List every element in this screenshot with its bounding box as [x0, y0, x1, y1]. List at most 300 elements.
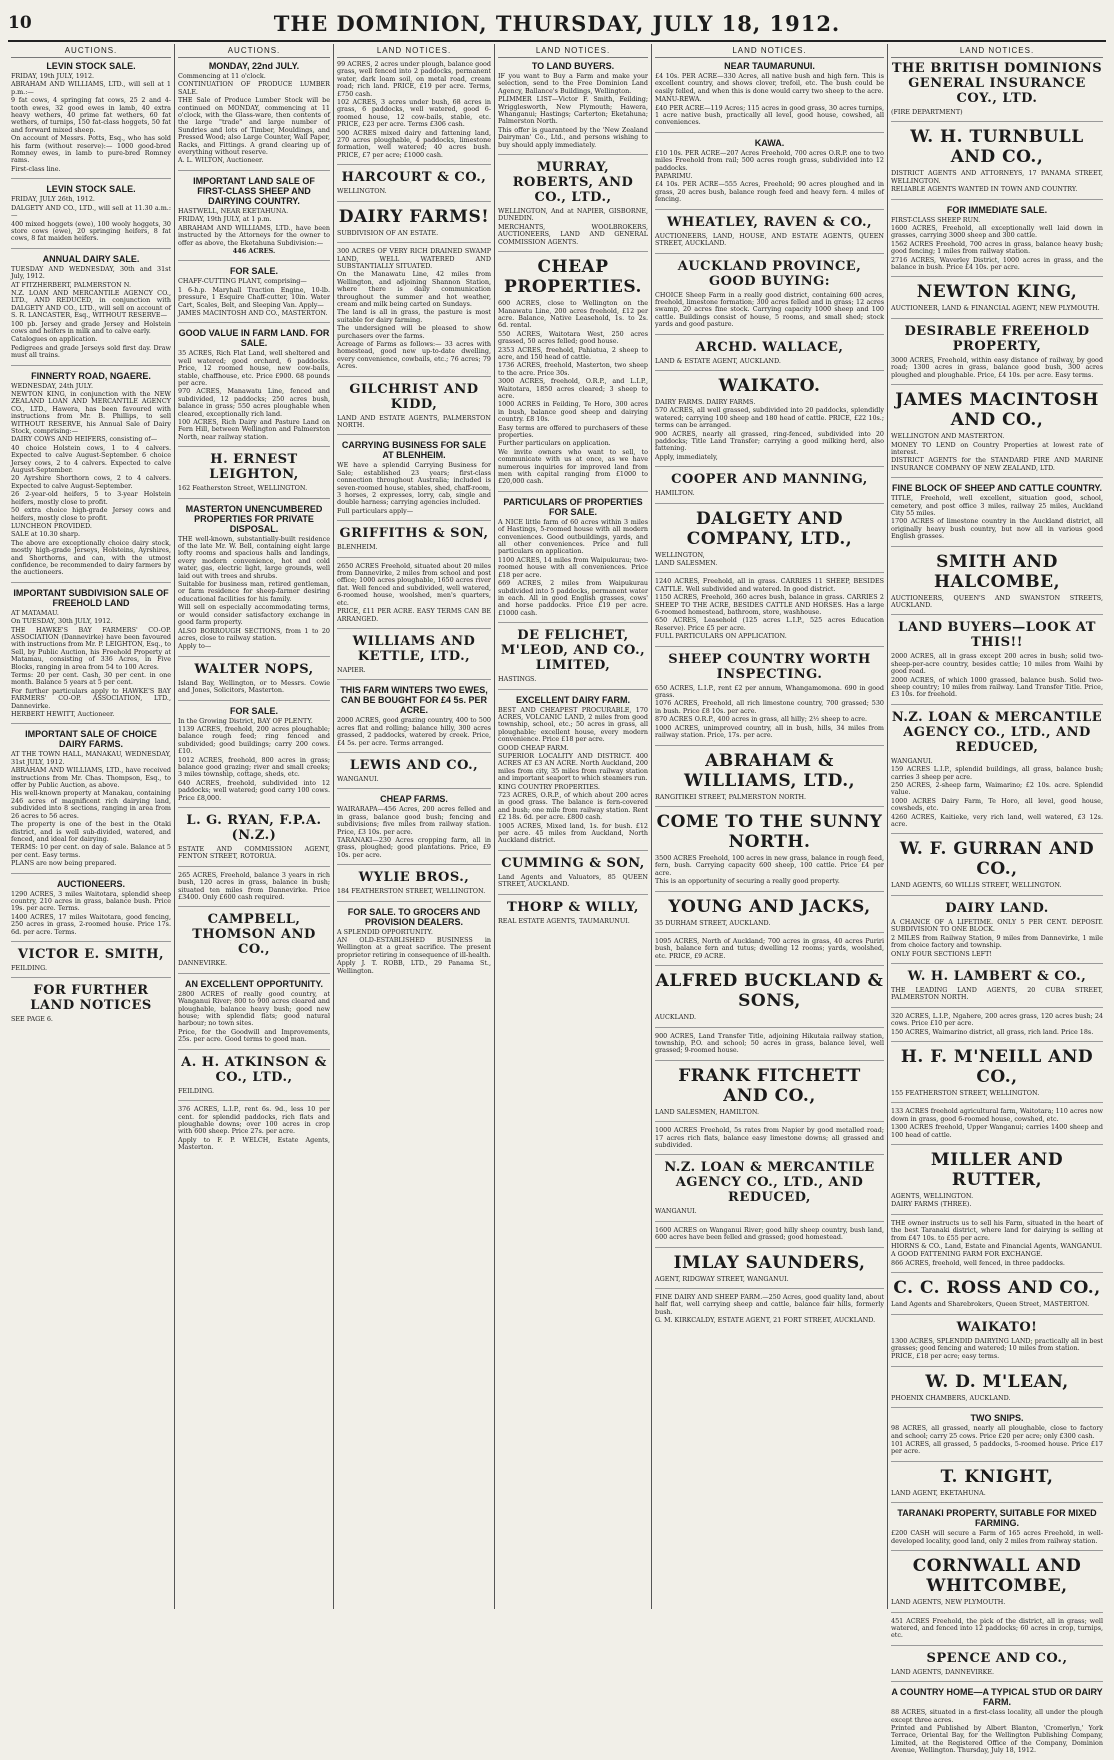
ad-text: AT THE TOWN HALL, MANAKAU, WEDNESDAY, 31st JULY, 1912.	[11, 750, 171, 766]
ad-text: Will sell on especially accommodating terms, or would consider satisfactory exchange in good farm property.	[178, 603, 330, 627]
ad-text: KING COUNTRY PROPERTIES.	[498, 782, 600, 791]
ad-heading: DALGETY AND COMPANY, LTD.,	[686, 508, 853, 549]
advertisement	[337, 440, 491, 521]
advertisement	[655, 1160, 884, 1221]
ad-heading: SMITH AND HALCOMBE,	[933, 551, 1061, 592]
ad-text: LAND AND ESTATE AGENTS, PALMERSTON NORTH.	[337, 413, 491, 429]
advertisement	[655, 1227, 884, 1248]
column-4	[495, 44, 652, 1609]
ad-text: Full particulars apply—	[337, 506, 414, 515]
ad-heading: AUCTIONEERS.	[56, 878, 125, 889]
advertisement	[891, 1508, 1103, 1551]
advertisement	[891, 901, 1103, 964]
ad-heading: W. D. M'LEAN,	[925, 1371, 1069, 1392]
ad-heading: COOPER AND MANNING,	[671, 472, 868, 488]
advertisement	[891, 1108, 1103, 1145]
ad-text: His well-known property at Manakau, containing 246 acres of magnificent rich dairying land, subdivided into 8 sections, ranging in area from 26 acres to 56 acres.	[11, 789, 171, 820]
ad-text: 1 6-h.p. Maryhall Traction Engine, 10-lb. pressure, 1 Esquire Chaff-cutter, 10in. Water Cart, Scales, Belt, and Sleeping Van. Apply—	[178, 285, 330, 309]
ad-heading: MONDAY, 22nd JULY.	[208, 61, 300, 71]
ad-text: 1736 ACRES, freehold, Masterton, two sheep to the acre. Price 30s.	[498, 361, 648, 377]
ad-text: 640 ACRES, freehold, subdivided into 12 paddocks; well watered; good carry 100 cows. Price £8,000.	[178, 778, 330, 802]
ad-text: Island Bay, Wellington, or to Messrs. Cowie and Jones, Solicitors, Masterton.	[178, 678, 330, 695]
ad-text: 2353 ACRES, freehold, Pahiatua, 2 sheep to acre, and 150 head of cattle.	[498, 345, 648, 361]
ad-text: 669 ACRES, 2 miles from Waipukurau subdivided into 5 paddocks, permanent water in each. All in good English grasses, cows' and horse paddocks. Price £19 per acre. £1000 cash.	[498, 579, 648, 617]
advertisement	[11, 983, 171, 1028]
ad-text: REAL ESTATE AGENTS, TAUMARUNUI.	[498, 916, 630, 925]
ad-heading: THE BRITISH DOMINIONS GENERAL INSURANCE COY., LTD.	[891, 61, 1103, 106]
ad-text: THE HAWKE'S BAY FARMERS' CO-OP. ASSOCIATION (Dannevirke) have been favoured with instructions from Mr. P. LEIGHTON, Esq., to Sell, by Public Auction, his Freehold Property at Matamau, consisting of 336 Acres, in Five Blocks, ranging in area from 54 to 100 Acres.	[11, 625, 171, 671]
ad-heading: H. ERNEST LEIGHTON,	[209, 452, 299, 483]
ad-text: 1300 ACRES, SPLENDID DAIRYING LAND; practically all in best grasses; good fencing and watered; 10 miles from station.	[891, 1336, 1103, 1353]
ad-text: Land Agents and Sharebrokers, Queen Street, MASTERTON.	[891, 1300, 1090, 1309]
advertisement	[891, 483, 1103, 546]
ad-text: PRICE, £18 per acre; easy terms.	[891, 1352, 1000, 1361]
ad-text: WAIRARAPA—456 Acres, 200 acres felled and in grass, balance good bush; fencing and subdivisions; five miles from railway station. Price, £3 10s. per acre.	[337, 805, 491, 836]
ad-heading: GOOD VALUE IN FARM LAND. FOR SALE.	[178, 328, 330, 349]
ad-heading: LEVIN STOCK SALE.	[46, 61, 136, 71]
advertisement	[337, 170, 491, 201]
advertisement	[337, 207, 491, 243]
advertisement	[655, 215, 884, 254]
column-5	[652, 44, 888, 1609]
advertisement	[498, 695, 648, 851]
columns	[8, 44, 1106, 1755]
ad-text: WELLINGTON AND MASTERTON.	[891, 432, 1005, 441]
ad-heading: A. H. ATKINSON & CO., LTD.,	[181, 1054, 327, 1085]
ad-heading: H. F. M'NEILL AND CO.,	[900, 1046, 1094, 1087]
ad-heading: WHEATLEY, RAVEN & CO.,	[666, 214, 873, 230]
ad-heading: WAIKATO!	[956, 1319, 1038, 1335]
advertisement	[891, 1278, 1103, 1314]
ad-text: FRIDAY, 19th JULY, at 1 p.m.	[178, 215, 272, 224]
ad-text: Easy terms are offered to purchasers of these properties.	[498, 423, 648, 439]
ad-heading: LAND BUYERS—LOOK AT THIS!!	[898, 620, 1096, 651]
ad-text: 1240 ACRES, Freehold, all in grass. CARRIES 11 SHEEP, BESIDES CATTLE. Well subdivided and watered. In good district.	[655, 577, 884, 593]
ad-text: This offer is guaranteed by the 'New Zealand Dairyman' Co., Ltd., and persons wishing to buy should apply immediately.	[498, 125, 648, 149]
ad-text: ALSO BORROUGH SECTIONS, from 1 to 20 acres, close to railway station.	[178, 626, 330, 642]
ad-heading: DAIRY LAND.	[945, 900, 1049, 916]
ad-text: 970 ACRES, Manawatu Line, fenced and subdivided, 12 paddocks; 250 acres bush, balance in grass; 550 acres ploughable when cleared, exceptionally rich land.	[178, 387, 330, 418]
advertisement	[891, 710, 1103, 835]
ad-heading: CHEAP PROPERTIES.	[504, 257, 642, 298]
ad-heading: MASTERTON UNENCUMBERED PROPERTIES FOR PRIVATE DISPOSAL.	[185, 503, 323, 534]
ad-text: 2000 ACRES, all in grass except 200 acres in bush; solid two-sheep-per-acre country, besides cattle; 10 miles from Waihi by good road.	[891, 652, 1103, 676]
ad-text: NEWTON KING, in conjunction with the NEW ZEALAND LOAN AND MERCANTILE AGENCY CO., LTD., Hawera, has been favoured with instructions from Mr. B. Phillips, to sell WITHOUT RESERVE, his Annual Sale of Dairy Stock, comprising:—	[11, 390, 171, 436]
column-header: LAND NOTICES.	[655, 44, 884, 58]
ad-text: NAPIER.	[337, 665, 366, 674]
advertisement	[891, 1320, 1103, 1367]
column-1	[8, 44, 175, 1609]
ad-text: 50 extra choice high-grade Jersey cows and heifers, mostly close to profit.	[11, 506, 171, 522]
ad-text: WELLINGTON,	[655, 550, 705, 559]
ad-text: AUCTIONEERS, QUEEN'S AND SWANSTON STREETS, AUCKLAND.	[891, 593, 1103, 609]
ad-text: 900 ACRES, nearly all grassed, ring-fenced, subdivided into 20 paddocks; Title Land Transfer; carrying a good milking herd, also fattening.	[655, 429, 884, 453]
ad-text: DAIRY FARMS (THREE).	[891, 1200, 972, 1209]
ad-text: £40 PER ACRE—119 Acres; 115 acres in good grass, 30 acres turnips, 1 acre native bush, practically all level, good house, cowshed, all conveniences.	[655, 103, 884, 127]
ad-text: 600 ACRES, close to Wellington on the Manawatu Line, 200 acres freehold, £12 per acre. Balance, Native Leasehold, 1s. to 2s. 6d. rental.	[498, 299, 648, 330]
ad-heading: CHEAP FARMS.	[380, 794, 448, 805]
ad-heading: TWO SNIPS.	[970, 1413, 1024, 1424]
advertisement	[498, 160, 648, 252]
ad-text: LAND AGENTS, DANNEVIRKE.	[891, 1667, 995, 1676]
advertisement	[498, 257, 648, 492]
ad-text: AGENTS, WELLINGTON.	[891, 1191, 974, 1200]
ad-text: PRICE, £11 PER ACRE. EASY TERMS CAN BE ARRANGED.	[337, 607, 491, 623]
ad-text: In the Growing District, BAY OF PLENTY.	[178, 716, 313, 725]
column-header: AUCTIONS.	[11, 44, 171, 58]
ad-text: CHOICE Sheep Farm in a really good district, containing 600 acres, freehold, limestone formation; 300 acres felled and in grass; 12 acres swamp, 20 acres fine stock. Carrying capacity 1000 sheep and 100 cattle. Buildings consist of house, 5 rooms, and small shed; stock yards and good pasture.	[655, 290, 884, 329]
ad-heading: MURRAY, ROBERTS, AND CO., LTD.,	[512, 160, 634, 206]
ad-text: 100 ACRES, Rich Dairy and Pasture Land on Fern Hill, between Wellington and Palmerston North, near railway station.	[178, 418, 330, 441]
advertisement	[655, 1253, 884, 1289]
ad-text: 3500 ACRES Freehold, 100 acres in new grass, balance in rough feed, fern, bush. Carrying capacity 600 sheep, 100 cattle. Price £4 per acre.	[655, 853, 884, 877]
ad-text: 650 ACRES, Leasehold (125 acres L.I.P., 525 acres Education Reserve). Price £5 per acre.	[655, 616, 884, 632]
ad-text: 35 DURHAM STREET, AUCKLAND.	[655, 918, 771, 927]
ad-text: Price, for the Goodwill and Improvements, 25s. per acre. Good terms to good man.	[178, 1027, 330, 1044]
column-2	[175, 44, 334, 1609]
advertisement	[891, 1651, 1103, 1682]
ad-heading: N.Z. LOAN & MERCANTILE AGENCY CO., LTD., AND REDUCED,	[664, 1160, 875, 1206]
ad-text: AUCKLAND.	[655, 1013, 697, 1022]
ad-text: 162 Featherston Street, WELLINGTON.	[178, 484, 308, 493]
ad-heading: CAMPBELL, THOMSON AND CO.,	[192, 912, 316, 958]
ad-text: HERBERT HEWITT, Auctioneer.	[11, 710, 115, 719]
ad-text: Commencing at 11 o'clock.	[178, 72, 266, 80]
advertisement	[178, 328, 330, 447]
ad-text: 26 2-year-old heifers, 5 to 3-year Holstein heifers, mostly close to profit.	[11, 490, 171, 506]
ad-text: WELLINGTON.	[337, 187, 387, 196]
column-header: LAND NOTICES.	[337, 44, 491, 58]
ad-heading: FOR SALE.	[229, 266, 278, 277]
ad-text: (FIRE DEPARTMENT)	[891, 108, 963, 116]
ad-text: 1139 ACRES, freehold, 200 acres ploughable; balance rough feed; ring fenced and subdivided; good buildings; carry 200 cows. £10.	[178, 724, 330, 756]
ad-text: 2000 ACRES, good grazing country, 400 to 500 acres flat and rolling; balance hilly, 300 acres grassed, 2 paddocks, watered by creek. Price, £4 5s. per acre. Terms arranged.	[337, 716, 491, 747]
ad-text: WANGANUI.	[655, 1207, 697, 1216]
ad-text: GOOD CHEAP FARM.	[498, 743, 569, 752]
ad-text: RANGITIKEI STREET, PALMERSTON NORTH.	[655, 792, 807, 801]
ad-text: PHOENIX CHAMBERS, AUCKLAND.	[891, 1393, 1011, 1402]
advertisement	[891, 620, 1103, 704]
advertisement	[655, 340, 884, 371]
ad-text: ABRAHAM AND WILLIAMS, LTD., have received instructions from Mr. Chas. Thompson, Esq., to offer by Public Auction, as above.	[11, 766, 171, 790]
ad-text: AGENT, RIDGWAY STREET, WANGANUI.	[655, 1274, 789, 1283]
advertisement	[11, 371, 171, 583]
ad-text: IF you want to Buy a Farm and make your selection, send to the Free Dominion Land Agency, Ballance's Buildings, Wellington.	[498, 72, 648, 95]
ad-heading: N.Z. LOAN & MERCANTILE AGENCY CO., LTD., AND REDUCED,	[891, 709, 1103, 755]
advertisement	[655, 509, 884, 574]
ad-text: 1300 ACRES freehold, Upper Wanganui; carries 1400 sheep and 100 head of cattle.	[891, 1123, 1103, 1139]
ad-heading: JAMES MACINTOSH AND CO.,	[895, 390, 1099, 431]
advertisement	[498, 900, 648, 930]
advertisement	[891, 1413, 1103, 1462]
ad-text: FULL PARTICULARS ON APPLICATION.	[655, 632, 787, 641]
ad-text: TUESDAY AND WEDNESDAY, 30th and 31st July, 1912.	[11, 264, 171, 281]
ad-text: AUCTIONEER, LAND & FINANCIAL AGENT, NEW PLYMOUTH.	[891, 304, 1100, 313]
advertisement	[178, 504, 330, 657]
ad-text: 570 ACRES, all well grassed, subdivided into 20 paddocks, splendidly watered; carrying 100 sheep and 180 head of cattle. PRICE, £22 10s.; terms can be arranged.	[655, 406, 884, 430]
ad-text: FINE DAIRY AND SHEEP FARM.—250 Acres, good quality land, about half flat, well carrying sheep and cattle, balance fair hills, formerly bush.	[655, 1293, 885, 1316]
ad-heading: VICTOR E. SMITH,	[17, 946, 165, 962]
advertisement	[655, 751, 884, 807]
ad-heading: WILLIAMS AND KETTLE, LTD.,	[352, 633, 476, 664]
ad-heading: FRANK FITCHETT AND CO.,	[678, 1065, 861, 1106]
advertisement	[891, 1220, 1103, 1273]
advertisement	[891, 1013, 1103, 1042]
advertisement	[11, 947, 171, 978]
advertisement	[498, 61, 648, 155]
ad-text: AN OLD-ESTABLISHED BUSINESS in Wellington at a great sacrifice. The present proprietor retiring in consequence of ill-health.	[337, 936, 491, 959]
ad-text: £4 10s. PER ACRE—330 Acres, all native bush and high fern. This is excellent country, and shows clover, trefoil, etc. The bush could be easily felled, and when this is done would carry two sheep to the acre.	[655, 72, 884, 95]
ad-heading: W. H. TURNBULL AND CO.,	[910, 127, 1084, 168]
ad-text: 1400 ACRES, 17 miles Waitotara, good fencing, 250 acres in grass, 2-roomed house. Price 17s. 6d. per acre. Terms.	[11, 912, 171, 936]
ad-text: On the Manawatu Line, 42 miles from Wellington, and adjoining Shannon Station, where there is daily communication throughout the summer and hot weather, cream and milk being carted on Sundays.	[337, 270, 491, 308]
ad-text: 723 ACRES, O.R.P., of which about 200 acres in good grass. The balance is fern-covered and bush; one mile from railway station. Rent £2 18s. 6d. per acre. £800 cash.	[498, 791, 648, 822]
advertisement	[891, 390, 1103, 478]
advertisement	[498, 497, 648, 623]
ad-text: 2000 ACRES, of which 1000 grassed, balance bush. Solid two-sheep country; 10 miles from railway. Land Transfer Title. Price, £3 10s. for freehold.	[891, 675, 1103, 699]
ad-text: On TUESDAY, 30th JULY, 1912.	[11, 617, 113, 626]
advertisement	[891, 552, 1103, 616]
ad-heading: CORNWALL AND WHITCOMBE,	[912, 1556, 1082, 1597]
advertisement	[11, 61, 171, 179]
advertisement	[891, 1467, 1103, 1503]
ad-heading: IMPORTANT SUBDIVISION SALE OF FREEHOLD LAND	[13, 587, 169, 608]
advertisement	[178, 1055, 330, 1101]
ad-text: 1700 ACRES of limestone country in the Auckland district, all originally heavy bush country, but now all in various good English grasses.	[891, 517, 1103, 541]
column-header: LAND NOTICES.	[891, 44, 1103, 58]
ad-text: Further particulars on application.	[498, 439, 611, 448]
ad-text: Acreage of Farms as follows:— 33 acres with homestead, good new up-to-date dwelling, every convenience, cowbails, etc.; 76 acres; 79 Acres.	[337, 339, 491, 371]
ad-text: 102 ACRES, 3 acres under bush, 68 acres in grass, 6 paddocks, well watered, good 6-roomed house, 12 cow-bails, stable, etc. PRICE, £23 per acre. Terms £306 cash.	[337, 98, 491, 129]
ad-heading: THIS FARM WINTERS TWO EWES, CAN BE BOUGHT FOR £4 5s. PER ACRE.	[340, 685, 488, 716]
ad-heading: CARRYING BUSINESS FOR SALE AT BLENHEIM.	[341, 440, 487, 461]
ad-text: 155 FEATHERSTON STREET, WELLINGTON.	[891, 1088, 1040, 1097]
ad-text: 2800 ACRES of really good country, at Wanganui River; 800 to 900 acres cleared and ploughable, balance heavy bush; good new house; with splendid flats; good natural harbour; no town sites.	[178, 989, 330, 1028]
ad-text: LAND SALESMEN.	[655, 559, 718, 567]
advertisement	[655, 138, 884, 210]
ad-text: Land Agents and Valuators, 85 QUEEN STREET, AUCKLAND.	[498, 872, 648, 889]
ad-heading: SHEEP COUNTRY WORTH INSPECTING.	[668, 651, 871, 682]
ad-text: 159 ACRES L.I.P., splendid buildings, all grass, balance bush; carries 3 sheep per acre.	[891, 765, 1103, 781]
ad-heading: WYLIE BROS.,	[358, 870, 470, 886]
ad-text: The above are exceptionally choice dairy stock, mostly high-grade Jerseys, Holsteins, Ayrshires, and Shorthorns, and can, with the utmost confidence, be recommended to dairy farmers by the auctioneers.	[11, 538, 171, 577]
advertisement	[178, 61, 330, 171]
ad-heading: AN EXCELLENT OPPORTUNITY.	[184, 978, 323, 989]
ad-heading: T. KNIGHT,	[940, 1466, 1054, 1487]
ad-text: 40 choice Holstein cows, 1 to 4 calvers. Expected to calve August-September. 6 choice Jersey cows, 2 to 4 calvers. Expected to calve August-September.	[11, 443, 171, 475]
ad-text: MANU-REWA.	[655, 95, 702, 104]
advertisement	[655, 938, 884, 966]
ad-heading: NEWTON KING,	[916, 282, 1078, 303]
ad-text: The land is all in grass, the pasture is most suitable for dairy farming.	[337, 308, 491, 324]
advertisement	[655, 472, 884, 503]
ad-text: 3000 ACRES, Freehold, within easy distance of railway, by good road; 1300 acres in grass, balance good bush, 300 acres ploughed and ploughable. Price, £4 10s. per acre. Easy terms.	[891, 355, 1103, 379]
ad-text: The undersigned will be pleased to show purchasers over the farms.	[337, 324, 491, 340]
advertisement	[11, 879, 171, 942]
advertisement	[178, 706, 330, 808]
ad-text: Pedigrees and grade Jerseys sold first day. Draw must all trains.	[11, 343, 171, 360]
ad-text: 320 ACRES, L.I.P., Ngahere, 200 acres grass, 120 acres bush; 24 cows. Price £10 per acre.	[891, 1011, 1103, 1028]
ad-text: 650 ACRES, L.I.P., rent £2 per annum, Whangamomona. 690 in good grass.	[655, 683, 884, 700]
ad-text: DAIRY COWS AND HEIFERS, consisting of—	[11, 435, 158, 444]
ad-text: 133 ACRES freehold agricultural farm, Waitotara; 110 acres now down in grass, good 6-roomed house, cowshed, etc.	[891, 1107, 1103, 1123]
ad-text: 1012 ACRES, freehold, 800 acres in grass; balance good grazing; river and small creeks; 3 miles township, cottage, sheds, etc.	[178, 755, 330, 779]
ad-text: SALE at 10.30 sharp.	[11, 530, 81, 539]
masthead	[8, 6, 1106, 42]
advertisement	[178, 266, 330, 323]
advertisement	[891, 324, 1103, 385]
advertisement	[891, 61, 1103, 122]
ad-text: 866 ACRES, freehold, well fenced, in three paddocks.	[891, 1258, 1065, 1267]
advertisement	[337, 907, 491, 980]
ad-text: A. L. WILTON, Auctioneer.	[178, 156, 264, 165]
ad-heading: FINE BLOCK OF SHEEP AND CATTLE COUNTRY.	[891, 483, 1102, 494]
ad-text: 35 ACRES, Rich Flat Land, well sheltered and well watered; good orchard, 6 paddocks. Price, 12 roomed house, new cow-bails, stable, chaffhouse, etc. Price £900. 68 pounds per acre.	[178, 349, 330, 387]
ad-text: LAND & ESTATE AGENT, AUCKLAND.	[655, 356, 781, 365]
advertisement	[655, 971, 884, 1027]
advertisement	[891, 839, 1103, 895]
column-header: LAND NOTICES.	[498, 44, 648, 58]
ad-heading: SPENCE AND CO.,	[926, 1650, 1068, 1666]
ad-text: A NICE little farm of 60 acres within 3 miles of Hastings, 5-roomed house with all modern conveniences. Good outbuildings, yards, and all other conveniences. Price and full particulars on application.	[498, 517, 648, 556]
advertisement	[498, 628, 648, 689]
advertisement	[891, 1618, 1103, 1646]
ad-heading: TARANAKI PROPERTY, SUITABLE FOR MIXED FARMING.	[897, 1508, 1097, 1529]
advertisement	[891, 1047, 1103, 1103]
ad-heading: WAIKATO.	[718, 375, 821, 396]
ad-heading: ARCHD. WALLACE,	[695, 339, 844, 355]
ad-text: A CHANCE OF A LIFETIME. ONLY 5 PER CENT. DEPOSIT. SUBDIVISION TO ONE BLOCK.	[891, 917, 1103, 934]
ad-text: A GOOD FATTENING FARM FOR EXCHANGE.	[891, 1250, 1043, 1259]
ad-heading: GRIFFITHS & SON,	[339, 526, 489, 542]
advertisement	[655, 1066, 884, 1122]
advertisement	[337, 526, 491, 557]
advertisement	[337, 870, 491, 901]
advertisement	[337, 758, 491, 789]
ad-text: 2650 ACRES Freehold, situated about 20 miles from Dannevirke, 2 miles from school and post office; 1000 acres ploughable, 1650 acres river flat. Well fenced and subdivided, well watered, 6-roomed house, woolshed, men's quarters, etc.	[337, 561, 491, 607]
ad-text: 500 ACRES mixed dairy and fattening land, 270 acres ploughable, 4 paddocks, limestone formation, well watered; 40 acres bush. PRICE, £7 per acre; £1000 cash.	[337, 128, 491, 159]
ad-text: AT MATAMAU.	[11, 608, 59, 617]
ad-text: LAND AGENTS, 60 WILLIS STREET, WELLINGTON.	[891, 881, 1062, 890]
ad-text: DALGETY AND CO., LTD., will sell at 11.30 a.m.:—	[11, 203, 171, 220]
advertisement	[178, 1106, 330, 1156]
advertisement	[178, 813, 330, 867]
ad-text: ABRAHAM AND WILLIAMS, LTD., will sell at 1 p.m.:—	[11, 80, 171, 96]
advertisement	[178, 176, 330, 261]
ad-text: ESTATE AND COMMISSION AGENT, FENTON STREET, ROTORUA.	[178, 845, 330, 861]
ad-heading: W. H. LAMBERT & CO.,	[907, 968, 1087, 984]
ad-text: DISTRICT AGENTS AND ATTORNEYS, 17 PANAMA STREET, WELLINGTON.	[891, 169, 1103, 185]
advertisement	[655, 812, 884, 892]
ad-text: 1600 ACRES, Freehold, all exceptionally well laid down in grasses, carrying 3000 sheep and 300 cattle.	[891, 224, 1103, 240]
ad-text: 99 ACRES, 2 acres under plough, balance good grass, well fenced into 2 paddocks, permanent water, dark loam soil, on metal road, cream road; rich land. PRICE, £19 per acre. Terms, £750 cash.	[337, 60, 491, 98]
ad-text: A SPLENDID OPPORTUNITY.	[337, 927, 433, 936]
ad-text: BLENHEIM.	[337, 543, 378, 552]
ad-heading: IMPORTANT LAND SALE OF FIRST-CLASS SHEEP AND DAIRYING COUNTRY.	[193, 175, 315, 206]
ad-text: First-class line.	[11, 164, 61, 173]
advertisement	[891, 127, 1103, 199]
advertisement	[891, 282, 1103, 318]
advertisement	[655, 1033, 884, 1061]
advertisement	[337, 248, 491, 377]
ad-text: FIRST-CLASS SHEEP RUN.	[891, 215, 981, 224]
ad-text: FEILDING.	[178, 1086, 215, 1095]
ad-heading: ALFRED BUCKLAND & SONS,	[655, 971, 884, 1012]
ad-text: 9 fat cows, 4 springing fat cows, 25 2 and 4-tooth ewes, 32 good ewes in lamb, 40 extra heavy wethers, 40 prime fat wethers, 60 fat wethers, of turnips, 150 fat-class hoggets, 50 fat and forward mixed sheep.	[11, 96, 171, 134]
advertisement	[891, 205, 1103, 278]
ad-text: SEE PAGE 6.	[11, 1015, 53, 1024]
ad-text: 550 ACRES, Waitotara West, 250 acres grassed, 50 acres felled; good house.	[498, 329, 648, 346]
ad-text: 1562 ACRES Freehold, 700 acres in grass, balance heavy bush; good fencing; 1 miles from railway station.	[891, 239, 1103, 256]
ad-text: 184 FEATHERSTON STREET, WELLINGTON.	[337, 887, 486, 896]
ad-text: 98 ACRES, all grassed, nearly all ploughable, close to factory and school; carry 25 cows. Price £20 per acre; only £300 cash.	[891, 1424, 1103, 1440]
ad-text: Apply, immediately,	[655, 452, 718, 461]
ad-text: LAND AGENT, EKETAHUNA.	[891, 1488, 986, 1497]
advertisement	[337, 382, 491, 436]
ad-heading: ABRAHAM & WILLIAMS, LTD.,	[683, 750, 856, 791]
ad-heading: FOR SALE.	[229, 705, 278, 716]
advertisement	[337, 794, 491, 865]
ad-text: 1076 ACRES, Freehold, all rich limestone country, 700 grassed; 530 in bush. Price £8 10s. per acre.	[655, 699, 884, 715]
ad-text: CHAFF-CUTTING PLANT, comprising—	[178, 277, 307, 286]
ad-heading: DAIRY FARMS!	[338, 206, 490, 227]
ad-heading: A COUNTRY HOME—A TYPICAL STUD OR DAIRY FARM.	[891, 1687, 1103, 1708]
ad-text: 1095 ACRES, North of Auckland; 700 acres in grass, 40 acres Puriri bush, balance fern and tutus; dwelling 12 rooms; yards, woolshed, etc. PRICE, £9 ACRE.	[655, 936, 884, 960]
advertisement	[337, 634, 491, 680]
ad-text: PAPARIMU.	[655, 172, 693, 181]
ad-text: HASTINGS.	[498, 675, 537, 684]
ad-heading: IMLAY SAUNDERS,	[673, 1252, 866, 1273]
ad-text: HIORNS & CO., Land, Estate and Financial Agents, WANGANUI.	[891, 1242, 1103, 1250]
ad-text: THE LEADING LAND AGENTS, 20 CUBA STREET, PALMERSTON NORTH.	[891, 985, 1103, 1002]
column-header: AUCTIONS.	[178, 44, 330, 58]
ad-text: 3000 ACRES, freehold, O.R.P., and L.I.P., Waitotara, 1850 acres cleared; 3 sheep to acre.	[498, 377, 648, 400]
advertisement	[337, 563, 491, 629]
ad-text: Suitable for business man, retired gentleman, or farm residence for sheep-farmer desiring educational facilities for his family.	[178, 580, 330, 603]
advertisement	[11, 184, 171, 248]
advertisement	[655, 652, 884, 746]
ad-text: 400 mixed hoggets (ewe), 100 wooly hoggets, 30 store cows (ewe), 20 springing heifers, 8 fat cows, 8 fat maiden heifers.	[11, 219, 171, 243]
ad-text: WELLINGTON, And at NAPIER, GISBORNE, DUNEDIN.	[498, 207, 648, 223]
ad-text: TITLE, Freehold, well excellent, situation good, school, cemetery, and post office 3 miles, railway 25 miles, Auckland City 55 miles.	[891, 494, 1103, 517]
ad-text: 1000 ACRES Dairy Farm, Te Horo, all level, good house, cowsheds, etc.	[891, 796, 1103, 813]
ad-text: 101 ACRES, all grassed, 5 paddocks, 5-roomed house. Price £17 per acre.	[891, 1440, 1103, 1456]
ad-text: ABRAHAM AND WILLIAMS, LTD., have been instructed by the Attorneys for the owner to offer as above, the Eketahuna Subdivision:—	[178, 223, 330, 247]
advertisement	[891, 969, 1103, 1008]
ad-text: 88 ACRES, situated in a first-class locality, all under the plough except three acres.	[891, 1708, 1103, 1724]
ad-heading: PARTICULARS OF PROPERTIES FOR SALE.	[503, 496, 643, 517]
ad-text: 1000 ACRES in Feilding, Te Horo, 300 acres in bush, balance good sheep and dairying country. £8 10s.	[498, 400, 648, 424]
ad-text: £200 CASH will secure a Farm of 165 acres Freehold, in well-developed locality, good land, only 2 miles from railway station.	[891, 1529, 1103, 1545]
ad-text: For further particulars apply to HAWKE'S BAY FARMERS' CO-OP. ASSOCIATION, LTD., Dannevirke.	[11, 686, 171, 710]
ad-heading: DE FELICHET, M'LEOD, AND CO., LIMITED,	[500, 628, 646, 674]
ad-text: PLIMMER LIST—Victor F. Smith, Feilding; Wrigglesworth, New Plymouth; Hawera, Whanganui; Hastings; Carterton; Eketahuna; Palmerston North.	[498, 95, 648, 126]
ad-text: AUCTIONEERS, LAND, HOUSE, AND ESTATE AGENTS, QUEEN STREET, AUCKLAND.	[655, 231, 884, 248]
ad-text: AT FITZHERBERT, PALMERSTON N.	[11, 280, 132, 289]
ad-text: CONTINUATION OF PRODUCE LUMBER SALE.	[178, 80, 330, 96]
ad-heading: EXCELLENT DAIRY FARM.	[515, 694, 630, 705]
ad-text: 265 ACRES, Freehold, balance 3 years in rich bush, 120 acres in grass, balance in bush; situated ten miles from Dannevirke. Price £3400. Only £600 cash required.	[178, 870, 330, 902]
ad-text: WE have a splendid Carrying Business for Sale; established 23 years; first-class connection throughout Australia; included is seven-roomed house, stables, shed, chaff-room, 3 horses, 2 expresses, lorry, cab, single and double harness; carrying agencies included.	[337, 461, 491, 507]
ad-heading: W. F. GURRAN AND CO.,	[899, 839, 1095, 880]
ad-heading: KAWA.	[754, 137, 785, 148]
ad-text: FRIDAY, JULY 26th, 1912.	[11, 195, 95, 204]
ad-text: BEST AND CHEAPEST PROCURABLE, 170 ACRES, VOLCANIC LAND, 2 miles from good township, school, etc.; 50 acres in grass, all ploughable; excellent house, every modern convenience. Price £18 per acre.	[498, 705, 648, 744]
ad-heading: C. C. ROSS AND CO.,	[893, 1278, 1101, 1299]
ad-text: SUBDIVISION OF AN ESTATE.	[337, 228, 439, 237]
advertisement	[178, 452, 330, 498]
ad-text: SUPERIOR LOCALITY AND DISTRICT. 400 ACRES AT £3 AN ACRE. North Auckland, 200 miles from city, 35 miles from railway station and important seaport to which steamers run.	[498, 751, 648, 783]
